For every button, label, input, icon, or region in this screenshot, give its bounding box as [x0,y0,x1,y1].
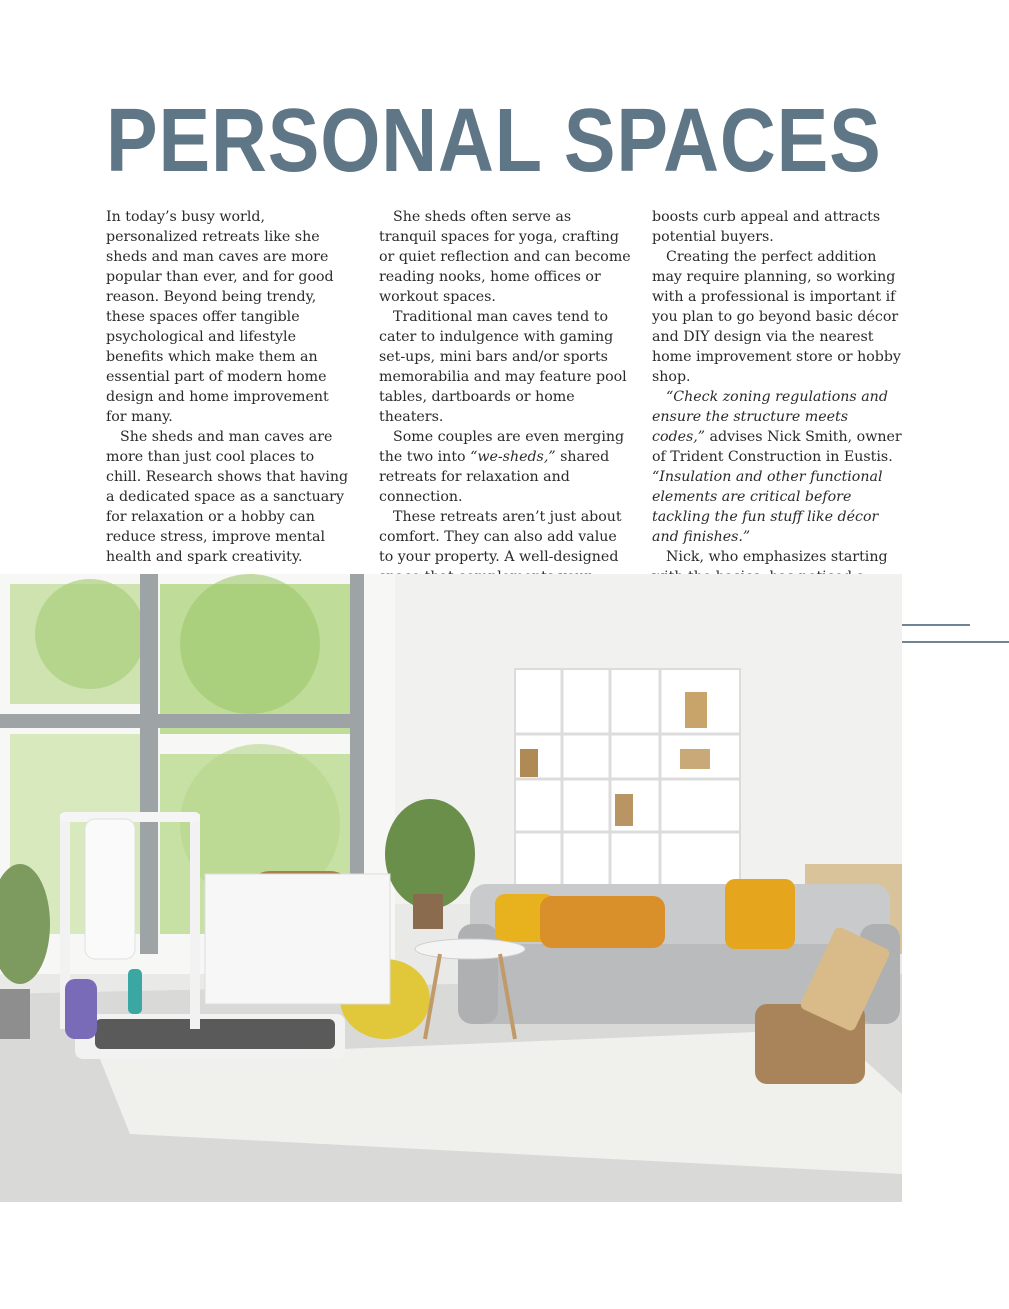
text-run: shared retreats for relaxation and connection. [379,449,610,505]
living-room-photo [0,574,902,1202]
photo-illustration [0,574,902,1202]
paragraph: boosts curb appeal and attracts potential buyers. [652,209,881,245]
text-run: Some couples are even merging the two into [379,429,625,465]
paragraph [652,387,904,547]
page-title: PERSONAL SPACES [106,91,882,191]
article-column-1 [106,207,351,567]
paragraph: She sheds and man caves are more than just cool places to chill. Research shows that having a dedicated space as a sanctuary for relaxation or a hobby can reduce stress, improve mental health and spark creativity. [106,429,349,565]
quote-text: “Check zoning regulations and ensure the structure meets codes,” [652,389,888,445]
quote-text: “we-sheds,” [470,449,556,465]
paragraph: She sheds often serve as tranquil spaces for yoga, crafting or quiet reflection and can become reading nooks, home offices or workout spaces. [379,209,631,305]
paragraph: Nick, who emphasizes starting [666,549,888,565]
paragraph: Traditional man caves tend to cater to indulgence with gaming set-ups, mini bars and/or sports memorabilia and may feature pool tables, dartboards or home theaters. [379,309,627,425]
paragraph: These retreats aren’t just about comfort. They can also add value to your property. A well-designed [379,509,622,565]
paragraph: Creating the perfect addition may require planning, so working with a professional is important if you plan to go beyond basic décor and DIY design via the nearest home improvement store or hobby shop. [652,249,901,385]
text-run: advises Nick Smith, owner of Trident Construction in Eustis. [652,429,902,465]
paragraph [379,427,631,507]
article-column-3 [652,207,904,587]
paragraph: In today’s busy world, personalized retreats like she sheds and man caves are more popular than ever, and for good reason. Beyond being trendy, these spaces offer tangible psychological and lifestyle benefits which make them an essential part of modern home design and home improvement for many. [106,209,334,425]
quote-text: “Insulation and other functional elements are critical before tackling the fun stuff like décor and finishes.” [652,469,883,545]
article-column-2 [379,207,631,607]
